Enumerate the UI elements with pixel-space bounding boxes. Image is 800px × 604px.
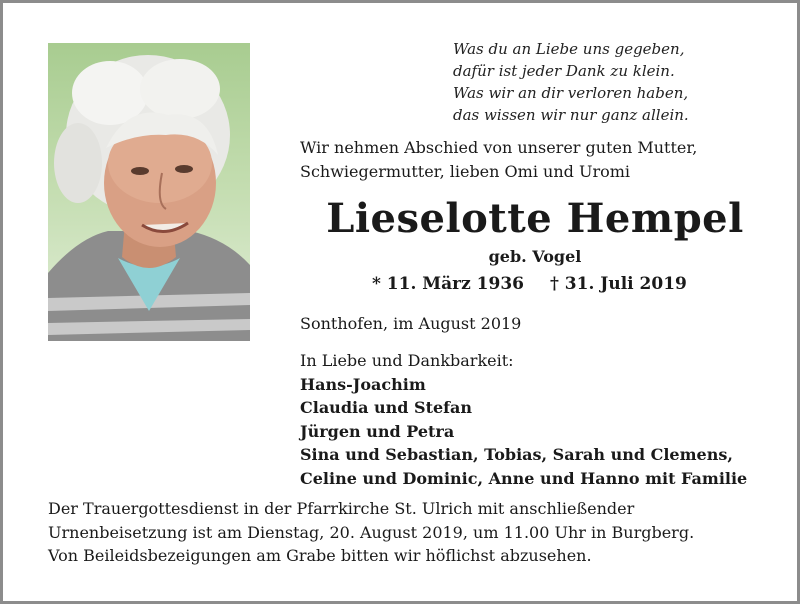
service-line: Von Beileidsbezeigungen am Grabe bitten wir höflichst abzusehen. xyxy=(48,546,592,565)
service-line: Der Trauergottesdienst in der Pfarrkirche St. Ulrich mit anschließender xyxy=(48,499,635,518)
mourners-heading: In Liebe und Dankbarkeit: xyxy=(300,351,514,370)
mourner-name: Sina und Sebastian, Tobias, Sarah und Clemens, xyxy=(300,445,733,464)
portrait-illustration xyxy=(48,43,250,341)
portrait-photo xyxy=(48,43,250,341)
memorial-poem xyxy=(453,38,753,126)
death-date: † 31. Juli 2019 xyxy=(550,274,687,294)
deceased-name: Lieselotte Hempel xyxy=(326,195,744,242)
service-line: Urnenbeisetzung ist am Dienstag, 20. August 2019, um 11.00 Uhr in Burgberg. xyxy=(48,522,695,542)
mourner-name: Jürgen und Petra xyxy=(300,421,455,441)
mourner-name: Celine und Dominic, Anne und Hanno mit Familie xyxy=(300,468,748,488)
mourner-name: Claudia und Stefan xyxy=(300,398,473,417)
poem-line: dafür ist jeder Dank zu klein. xyxy=(453,62,675,80)
birth-name: geb. Vogel xyxy=(488,247,582,266)
intro-line: Schwiegermutter, lieben Omi und Uromi xyxy=(300,162,631,181)
farewell-intro xyxy=(300,136,770,184)
poem-line: das wissen wir nur ganz allein. xyxy=(453,106,689,124)
mourners-list xyxy=(300,349,780,490)
poem-line: Was wir an dir verloren haben, xyxy=(453,84,689,102)
funeral-service-info xyxy=(48,497,768,568)
birth-date: * 11. März 1936 xyxy=(372,274,524,294)
place-and-date: Sonthofen, im August 2019 xyxy=(300,314,522,333)
intro-line: Wir nehmen Abschied von unserer guten Mutter, xyxy=(300,138,698,157)
poem-line: Was du an Liebe uns gegeben, xyxy=(453,40,685,58)
mourner-name: Hans-Joachim xyxy=(300,374,426,394)
